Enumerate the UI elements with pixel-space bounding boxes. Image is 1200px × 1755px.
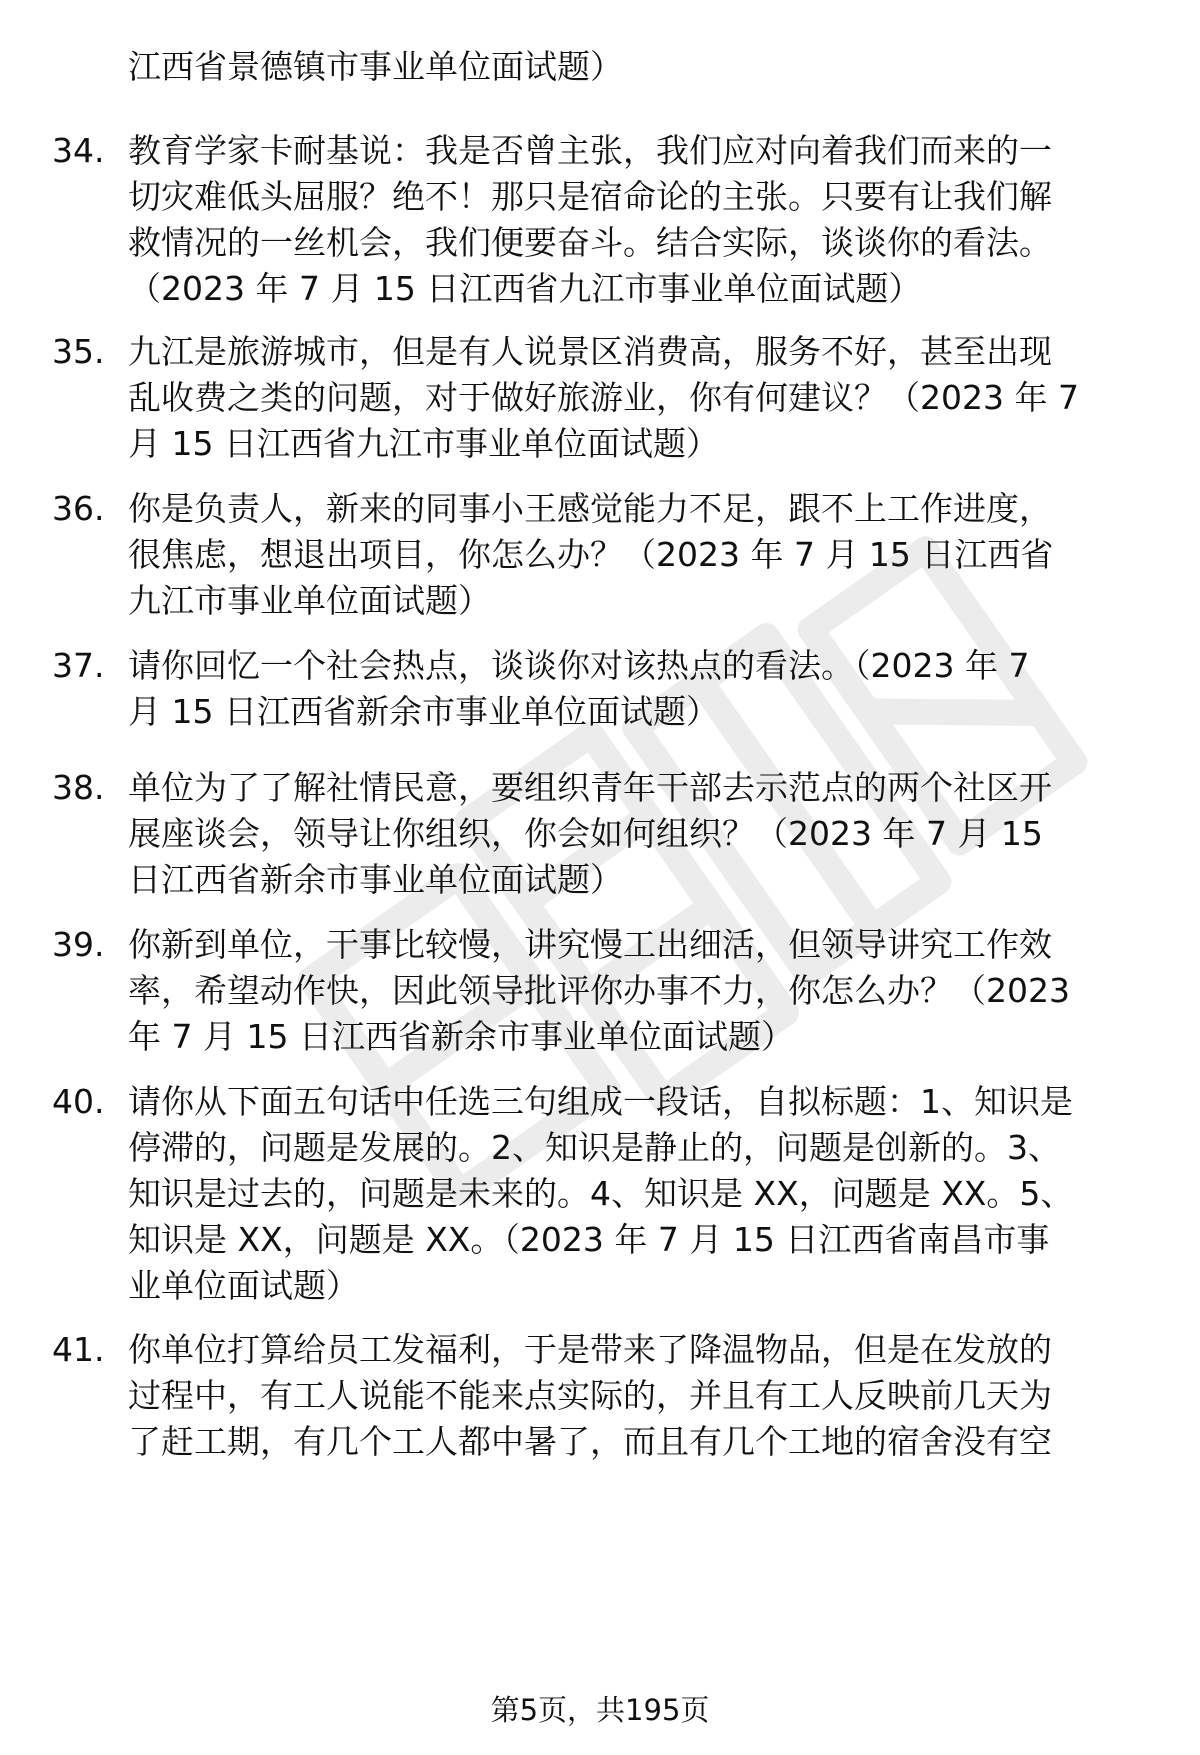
question-text-line: 月 15 日江西省九江市事业单位面试题） — [128, 424, 719, 463]
question-text-line: 救情况的一丝机会，我们便要奋斗。结合实际，谈谈你的看法。 — [128, 223, 1052, 262]
question-text-line: 年 7 月 15 日江西省新余市事业单位面试题） — [128, 1017, 794, 1056]
question-number: 36. — [52, 489, 105, 528]
question-number: 34. — [52, 131, 105, 170]
question-text-line: 单位为了了解社情民意，要组织青年干部去示范点的两个社区开 — [128, 768, 1052, 807]
question-number: 39. — [52, 925, 105, 964]
question-text-line: 了赶工期，有几个工人都中暑了，而且有几个工地的宿舍没有空 — [128, 1422, 1052, 1461]
question-text-line: 展座谈会，领导让你组织，你会如何组织？（2023 年 7 月 15 — [128, 814, 1043, 853]
question-text-line: 知识是 XX，问题是 XX。（2023 年 7 月 15 日江西省南昌市事 — [128, 1220, 1050, 1259]
question-text-line: 率，希望动作快，因此领导批评你办事不力，你怎么办？（2023 — [128, 971, 1070, 1010]
page-footer: 第5页，共195页 — [490, 1693, 710, 1727]
question-number: 35. — [52, 332, 105, 371]
question-text-line: 九江市事业单位面试题） — [128, 581, 491, 620]
continuation-text: 江西省景德镇市事业单位面试题） — [128, 47, 623, 86]
question-text-line: 停滞的，问题是发展的。2、知识是静止的，问题是创新的。3、 — [128, 1128, 1061, 1167]
question-text-line: 你是负责人，新来的同事小王感觉能力不足，跟不上工作进度， — [128, 489, 1052, 528]
question-text-line: 切灾难低头屈服？绝不！那只是宿命论的主张。只要有让我们解 — [128, 177, 1052, 216]
question-text-line: 知识是过去的，问题是未来的。4、知识是 XX，问题是 XX。5、 — [128, 1174, 1074, 1213]
question-text-line: 月 15 日江西省新余市事业单位面试题） — [128, 692, 719, 731]
question-text-line: 请你从下面五句话中任选三句组成一段话，自拟标题：1、知识是 — [128, 1082, 1073, 1121]
question-number: 41. — [52, 1330, 105, 1369]
question-text-line: 业单位面试题） — [128, 1266, 359, 1305]
question-text-line: 日江西省新余市事业单位面试题） — [128, 860, 623, 899]
question-text-line: 过程中，有工人说能不能来点实际的，并且有工人反映前几天为 — [128, 1376, 1052, 1415]
question-text-line: 九江是旅游城市，但是有人说景区消费高，服务不好，甚至出现 — [128, 332, 1052, 371]
question-number: 40. — [52, 1082, 105, 1121]
question-text-line: 乱收费之类的问题，对于做好旅游业，你有何建议？（2023 年 7 — [128, 378, 1079, 417]
question-text-line: 很焦虑，想退出项目，你怎么办？（2023 年 7 月 15 日江西省 — [128, 535, 1054, 574]
question-text-line: 你新到单位，干事比较慢，讲究慢工出细活，但领导讲究工作效 — [128, 925, 1052, 964]
question-text-line: （2023 年 7 月 15 日江西省九江市事业单位面试题） — [128, 269, 922, 308]
question-text-line: 你单位打算给员工发福利，于是带来了降温物品，但是在发放的 — [128, 1330, 1052, 1369]
question-text-line: 请你回忆一个社会热点，谈谈你对该热点的看法。（2023 年 7 — [128, 646, 1030, 685]
question-number: 38. — [52, 768, 105, 807]
question-text-line: 教育学家卡耐基说：我是否曾主张，我们应对向着我们而来的一 — [128, 131, 1052, 170]
question-number: 37. — [52, 646, 105, 685]
